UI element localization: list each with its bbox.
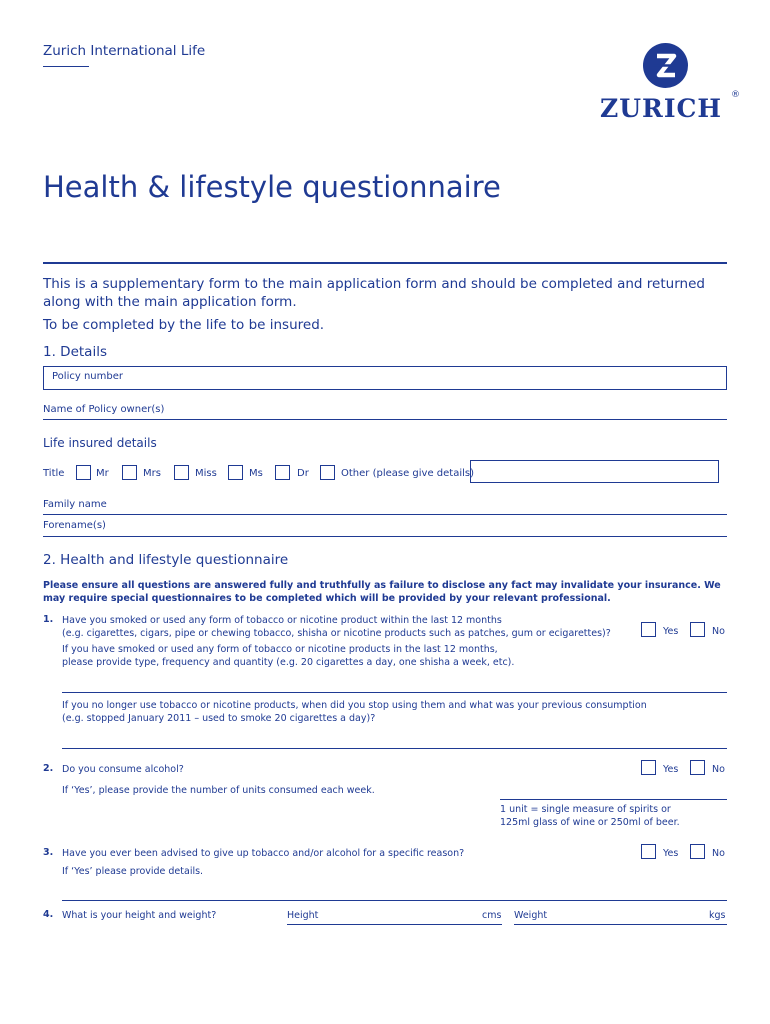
- q1-followup2-answer-field[interactable]: [62, 748, 727, 749]
- section-1-heading: 1. Details: [43, 344, 107, 360]
- policy-owner-field[interactable]: [43, 419, 727, 420]
- q3-text: Have you ever been advised to give up tobacco and/or alcohol for a specific reason?: [62, 848, 465, 859]
- title-mr-checkbox[interactable]: [76, 465, 91, 480]
- q1-yes-checkbox[interactable]: [641, 622, 656, 637]
- intro-text: This is a supplementary form to the main application form and should be completed and returned along with the main application form.: [43, 276, 705, 310]
- policy-owner-label: Name of Policy owner(s): [43, 404, 165, 415]
- forenames-label: Forename(s): [43, 520, 106, 531]
- title-miss-label: Miss: [195, 468, 217, 479]
- title-mrs-checkbox[interactable]: [122, 465, 137, 480]
- weight-unit: kgs: [709, 910, 726, 921]
- q4-text: What is your height and weight?: [62, 910, 217, 921]
- title-mr-label: Mr: [96, 468, 109, 479]
- q2-number: 2.: [43, 763, 54, 774]
- q3-followup: If ‘Yes’ please provide details.: [62, 866, 204, 877]
- q3-yes-checkbox[interactable]: [641, 844, 656, 859]
- disclosure-warning: Please ensure all questions are answered fully and truthfully as failure to disclose any fact may invalidate your insurance. We may require special questionnaires to be completed which will be provided by your relevant professional.: [43, 580, 721, 604]
- q2-units-field[interactable]: [500, 799, 727, 800]
- q1-followup1-answer-field[interactable]: [62, 692, 727, 693]
- forenames-field[interactable]: [43, 536, 727, 537]
- title-other-checkbox[interactable]: [320, 465, 335, 480]
- q3-yes-label: Yes: [663, 848, 679, 859]
- q4-number: 4.: [43, 909, 54, 920]
- height-unit: cms: [482, 910, 502, 921]
- title-divider: [43, 262, 727, 264]
- q3-details-field[interactable]: [62, 900, 727, 901]
- company-name: Zurich International Life: [43, 43, 206, 59]
- q2-unit-note-line2: 125ml glass of wine or 250ml of beer.: [500, 817, 680, 828]
- q3-number: 3.: [43, 847, 54, 858]
- q1-followup2-line1: If you no longer use tobacco or nicotine products, when did you stop using them and what was your previous consumption: [62, 700, 647, 711]
- q2-yes-label: Yes: [663, 764, 679, 775]
- title-other-details-field[interactable]: [470, 460, 719, 483]
- weight-label: Weight: [514, 910, 548, 921]
- q1-no-checkbox[interactable]: [690, 622, 705, 637]
- policy-number-field[interactable]: [43, 366, 727, 390]
- life-insured-heading: Life insured details: [43, 436, 157, 450]
- company-underline: [43, 66, 89, 67]
- q1-number: 1.: [43, 614, 54, 625]
- q2-followup: If ‘Yes’, please provide the number of units consumed each week.: [62, 785, 375, 796]
- title-other-label: Other (please give details): [341, 468, 475, 479]
- height-label: Height: [287, 910, 319, 921]
- weight-field[interactable]: [514, 924, 727, 925]
- title-dr-label: Dr: [297, 468, 309, 479]
- height-field[interactable]: [287, 924, 502, 925]
- q1-followup2-line2: (e.g. stopped January 2011 – used to smoke 20 cigarettes a day)?: [62, 713, 376, 724]
- q2-no-checkbox[interactable]: [690, 760, 705, 775]
- q3-no-checkbox[interactable]: [690, 844, 705, 859]
- policy-number-label: Policy number: [52, 371, 123, 382]
- q1-text-line2: (e.g. cigarettes, cigars, pipe or chewing tobacco, shisha or nicotine products such as patches, gum or ecigarettes)?: [62, 628, 611, 639]
- q1-yes-label: Yes: [663, 626, 679, 637]
- registered-mark: ®: [731, 90, 740, 100]
- title-miss-checkbox[interactable]: [174, 465, 189, 480]
- title-label: Title: [43, 468, 65, 479]
- section-2-heading: 2. Health and lifestyle questionnaire: [43, 552, 289, 568]
- q1-text-line1: Have you smoked or used any form of tobacco or nicotine product within the last 12 months: [62, 615, 502, 626]
- title-mrs-label: Mrs: [143, 468, 161, 479]
- q1-followup1-line2: please provide type, frequency and quantity (e.g. 20 cigarettes a day, one shisha a week, etc).: [62, 657, 515, 668]
- q2-unit-note-line1: 1 unit = single measure of spirits or: [500, 804, 671, 815]
- family-name-label: Family name: [43, 499, 107, 510]
- q3-no-label: No: [712, 848, 725, 859]
- title-ms-checkbox[interactable]: [228, 465, 243, 480]
- q2-text: Do you consume alcohol?: [62, 764, 184, 775]
- zurich-logo-icon: [643, 43, 688, 88]
- family-name-field[interactable]: [43, 514, 727, 515]
- page-title: Health & lifestyle questionnaire: [43, 170, 501, 204]
- title-ms-label: Ms: [249, 468, 263, 479]
- intro-instruction: To be completed by the life to be insured.: [43, 317, 325, 333]
- q2-no-label: No: [712, 764, 725, 775]
- zurich-z-mark-icon: [643, 43, 688, 88]
- q1-followup1-line1: If you have smoked or used any form of tobacco or nicotine products in the last 12 months,: [62, 644, 498, 655]
- logo-wordmark: ZURICH: [600, 94, 723, 123]
- q1-no-label: No: [712, 626, 725, 637]
- title-dr-checkbox[interactable]: [275, 465, 290, 480]
- q2-yes-checkbox[interactable]: [641, 760, 656, 775]
